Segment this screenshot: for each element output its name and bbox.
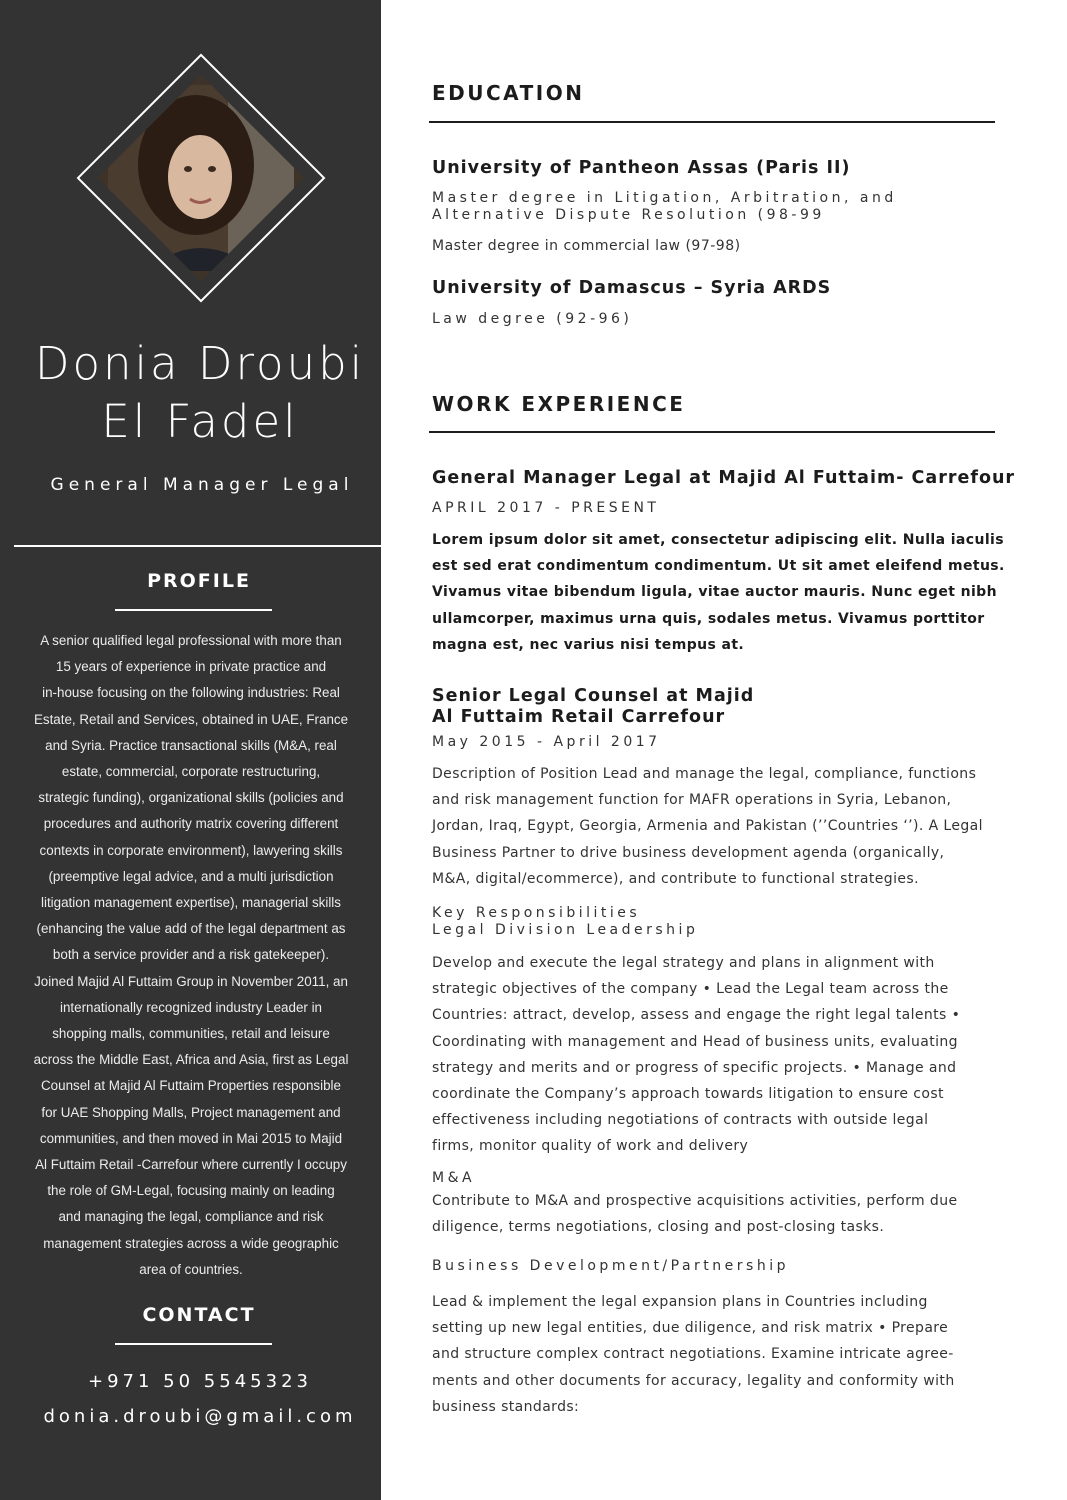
divider <box>115 1343 272 1345</box>
profile-line: 15 years of experience in private practice and <box>55 659 327 675</box>
text-line: diligence, terms negotiations, closing and post-closing tasks. <box>432 1219 885 1236</box>
text-line: Develop and execute the legal strategy and plans in alignment with <box>432 955 935 971</box>
profile-line: for UAE Shopping Malls, Project management and <box>41 1104 341 1120</box>
profile-line: contexts in corporate environment), lawyering skills <box>39 842 343 858</box>
profile-line: in-house focusing on the following industries: Real <box>42 685 340 701</box>
profile-line: and managing the legal, compliance and risk <box>58 1209 324 1225</box>
profile-line: strategic funding), organizational skills (policies and <box>38 790 344 806</box>
job-title: General Manager Legal <box>50 475 354 495</box>
responsibility-text <box>432 1289 1022 1420</box>
subheading: Business Development/Partnership <box>432 1258 789 1274</box>
subheading: Legal Division Leadership <box>432 922 699 938</box>
text-line: Countries: attract, develop, assess and engage the right legal talents • <box>432 1007 961 1024</box>
text-line: business standards: <box>432 1398 580 1415</box>
phone-number[interactable]: +971 50 5545323 <box>88 1371 312 1392</box>
text-line: and structure complex contract negotiations. Examine intricate agree- <box>432 1346 954 1363</box>
job-dates: May 2015 - April 2017 <box>432 734 661 750</box>
responsibility-text <box>432 950 1022 1160</box>
profile-text <box>10 628 372 1283</box>
text-line: Business Partner to drive business development agenda (organically, <box>432 844 945 861</box>
degree-line: Master degree in Litigation, Arbitration, and <box>432 190 897 206</box>
text-line: est sed erat condimentum condimentum. Ut sit amet eleifend metus. <box>432 558 1005 575</box>
portrait-image <box>108 85 294 271</box>
profile-line: Joined Majid Al Futtaim Group in November 2011, an <box>34 973 348 989</box>
school-name: University of Pantheon Assas (Paris II) <box>432 158 851 178</box>
profile-line: Al Futtaim Retail -Carrefour where currently I occupy <box>35 1157 347 1173</box>
text-line: Lead & implement the legal expansion plans in Countries including <box>432 1294 928 1310</box>
sidebar <box>0 0 381 1500</box>
divider <box>115 609 272 611</box>
profile-line: (enhancing the value add of the legal department as <box>36 921 346 937</box>
text-line: strategic objectives of the company • Lead the Legal team across the <box>432 981 949 998</box>
text-line: firms, monitor quality of work and delivery <box>432 1138 749 1155</box>
profile-line: both a service provider and a risk gatekeeper). <box>52 947 330 963</box>
responsibility-text <box>432 1188 1022 1240</box>
text-line: ments and other documents for accuracy, legality and conformity with <box>432 1372 955 1389</box>
divider <box>429 431 995 433</box>
profile-line: A senior qualified legal professional with more than <box>40 633 342 648</box>
name-line-2: El Fadel <box>101 395 299 448</box>
job-title: General Manager Legal at Majid Al Futtaim- Carrefour <box>432 468 1016 488</box>
subheading: Key Responsibilities <box>432 905 641 921</box>
profile-line: management strategies across a wide geographic <box>43 1235 339 1251</box>
degree-line: Alternative Dispute Resolution (98-99 <box>432 207 825 223</box>
divider <box>429 121 995 123</box>
name-line-1: Donia Droubi <box>34 337 366 390</box>
profile-line: Estate, Retail and Services, obtained in UAE, France <box>33 711 349 727</box>
profile-line: internationally recognized industry Leader in <box>59 999 323 1015</box>
profile-line: the role of GM-Legal, focusing mainly on leading <box>47 1183 335 1199</box>
profile-line: shopping malls, communities, retail and leisure <box>52 1026 330 1042</box>
text-line: and risk management function for MAFR operations in Syria, Lebanon, <box>432 792 952 809</box>
profile-heading: PROFILE <box>147 570 251 592</box>
photo-frame <box>77 54 326 303</box>
degree-line: Master degree in commercial law (97-98) <box>432 238 741 254</box>
text-line: strategy and merits and or progress of specific projects. • Manage and <box>432 1059 957 1076</box>
work-experience-heading: WORK EXPERIENCE <box>432 392 686 416</box>
email-address[interactable]: donia.droubi@gmail.com <box>43 1406 357 1427</box>
profile-line: procedures and authority matrix covering different <box>43 816 339 832</box>
text-line: magna est, nec varius nisi tempus at. <box>432 636 745 653</box>
profile-line: area of countries. <box>139 1261 243 1277</box>
text-line: Contribute to M&A and prospective acquisitions activities, perform due <box>432 1193 958 1209</box>
text-line: Vivamus vitae bibendum ligula, vitae auctor mauris. Nunc eget nibh <box>432 584 997 601</box>
text-line: M&A, digital/ecommerce), and contribute to functional strategies. <box>432 870 919 887</box>
job-description <box>432 761 1022 892</box>
job-description <box>432 527 1022 658</box>
profile-line: (preemptive legal advice, and a multi jurisdiction <box>48 868 334 884</box>
job-title-line: Al Futtaim Retail Carrefour <box>432 707 726 727</box>
text-line: Jordan, Iraq, Egypt, Georgia, Armenia and Pakistan (’’Countries ‘’). A Legal <box>432 818 983 835</box>
school-name: University of Damascus – Syria ARDS <box>432 278 832 298</box>
job-title-line: Senior Legal Counsel at Majid <box>432 686 755 706</box>
text-line: coordinate the Company’s approach towards litigation to ensure cost <box>432 1086 944 1103</box>
profile-photo <box>98 75 304 281</box>
profile-line: and Syria. Practice transactional skills (M&A, real <box>45 737 337 753</box>
degree-line: Law degree (92-96) <box>432 311 633 327</box>
profile-line: communities, and then moved in Mai 2015 to Majid <box>39 1130 343 1146</box>
education-heading: EDUCATION <box>432 81 585 105</box>
job-dates: APRIL 2017 - PRESENT <box>432 500 660 516</box>
profile-line: Counsel at Majid Al Futtaim Properties responsible <box>41 1078 341 1094</box>
text-line: setting up new legal entities, due diligence, and risk matrix • Prepare <box>432 1320 949 1337</box>
text-line: ullamcorper, maximus urna quis, sodales metus. Vivamus porttitor <box>432 610 985 627</box>
profile-line: estate, commercial, corporate restructuring, <box>61 764 321 780</box>
text-line: Coordinating with management and Head of business units, evaluating <box>432 1033 958 1050</box>
contact-heading: CONTACT <box>142 1304 256 1326</box>
text-line: Description of Position Lead and manage the legal, compliance, functions <box>432 766 977 782</box>
profile-line: litigation management expertise), managerial skills <box>41 895 341 911</box>
profile-line: across the Middle East, Africa and Asia, first as Legal <box>33 1052 349 1068</box>
subheading: M&A <box>432 1170 476 1186</box>
text-line: effectiveness including negotiations of contracts with outside legal <box>432 1112 929 1129</box>
text-line: Lorem ipsum dolor sit amet, consectetur adipiscing elit. Nulla iaculis <box>432 532 1004 548</box>
divider <box>14 545 381 547</box>
